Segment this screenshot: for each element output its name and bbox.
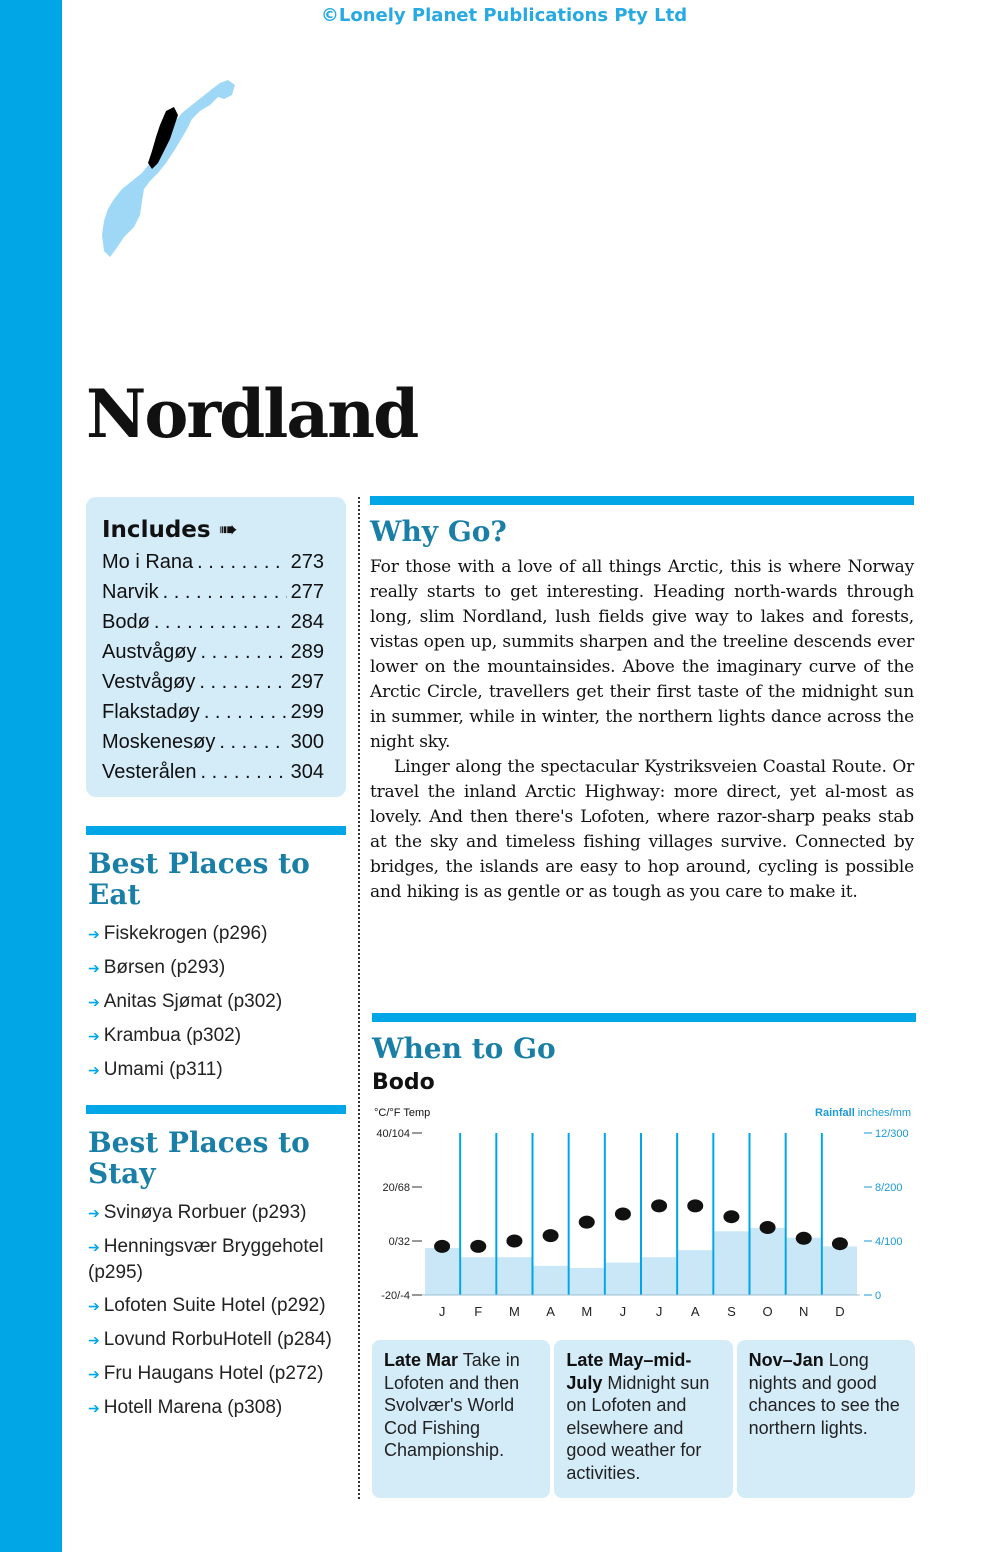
copyright-notice: ©Lonely Planet Publications Pty Ltd	[320, 5, 688, 26]
arrow-right-icon: ➔	[88, 994, 100, 1010]
temperature-dot	[651, 1199, 667, 1212]
leader-dots	[200, 637, 286, 667]
temperature-dot	[470, 1240, 486, 1253]
includes-item-name: Bodø	[102, 611, 150, 633]
includes-item-name: Flakstadøy	[102, 701, 200, 723]
month-label: D	[835, 1304, 845, 1319]
arrow-right-icon: ➔	[88, 1298, 100, 1314]
norway-shape	[102, 80, 235, 257]
eat-heading: Best Places to Eat	[88, 847, 310, 911]
temperature-dot	[760, 1221, 776, 1234]
leader-dots	[199, 667, 286, 697]
includes-item-name: Narvik	[102, 581, 159, 603]
arrow-right-icon: ➔	[88, 1205, 100, 1221]
month-label: M	[508, 1304, 520, 1319]
list-item: ➔ Umami (p311)	[88, 1059, 223, 1080]
leader-dots	[201, 757, 287, 787]
arrow-right-icon: ➔	[88, 1239, 100, 1255]
includes-list	[102, 547, 324, 787]
left-tick-label: 0/32	[388, 1236, 410, 1248]
climate-chart	[366, 1100, 916, 1325]
left-tick-label: 20/68	[382, 1182, 410, 1194]
when-box-text: Take in Lofoten and then Svolvær's World Cod Fishing Championship.	[384, 1350, 520, 1460]
includes-item-page: 289	[290, 641, 324, 663]
includes-item-page: 273	[290, 551, 324, 573]
temperature-dot	[434, 1240, 450, 1253]
right-axis-label: Rainfall inches/mm	[815, 1107, 911, 1119]
list-item: ➔ Anitas Sjømat (p302)	[88, 991, 283, 1012]
includes-item-page: 299	[290, 701, 324, 723]
temperature-dot	[687, 1199, 703, 1212]
includes-item	[102, 637, 324, 667]
month-label: A	[546, 1304, 555, 1319]
column-divider	[358, 497, 360, 1499]
rainfall-bar	[461, 1257, 495, 1295]
when-box-period: Nov–Jan	[748, 1350, 824, 1370]
rainfall-bar	[606, 1263, 640, 1295]
includes-item	[102, 697, 324, 727]
when-boxes	[372, 1340, 915, 1498]
list-item: ➔ Krambua (p302)	[88, 1025, 242, 1046]
list-item: ➔ Henningsvær Bryggehotel (p295)	[88, 1236, 324, 1283]
month-label: J	[619, 1304, 627, 1319]
when-heading: When to Go	[372, 1032, 556, 1065]
stay-list	[88, 1200, 353, 1429]
includes-item	[102, 667, 324, 697]
list-item: ➔ Lofoten Suite Hotel (p292)	[88, 1295, 326, 1316]
list-item: ➔ Hotell Marena (p308)	[88, 1397, 283, 1418]
eat-section-rule	[86, 826, 346, 835]
includes-item-page: 297	[290, 671, 324, 693]
month-label: J	[438, 1304, 446, 1319]
includes-heading: Includes	[102, 517, 211, 543]
when-box-period: Late Mar	[384, 1350, 459, 1370]
arrow-right-icon: ➔	[88, 960, 100, 976]
rainfall-bar	[678, 1250, 712, 1295]
when-box-text: Midnight sun on Lofoten and elsewhere and good weather for activities.	[566, 1372, 710, 1483]
stay-heading: Best Places to Stay	[88, 1126, 310, 1190]
month-label: N	[799, 1304, 809, 1319]
includes-item	[102, 577, 324, 607]
month-label: J	[655, 1304, 663, 1319]
when-box-period: Late May–mid-July	[566, 1350, 692, 1393]
month-label: S	[727, 1304, 736, 1319]
left-tick-label: 40/104	[376, 1128, 410, 1140]
rainfall-bar	[642, 1257, 676, 1295]
list-item: ➔ Fru Haugans Hotel (p272)	[88, 1363, 324, 1384]
when-box-text: Long nights and good chances to see the northern lights.	[748, 1350, 900, 1438]
temperature-dot	[615, 1208, 631, 1221]
when-box	[372, 1340, 550, 1498]
left-axis-label: °C/°F Temp	[374, 1107, 431, 1119]
includes-box	[86, 497, 346, 797]
norway-locator-map	[100, 75, 240, 265]
includes-item-name: Austvågøy	[102, 641, 197, 663]
right-tick-label: 4/100	[875, 1236, 903, 1248]
includes-item-page: 284	[290, 611, 324, 633]
left-color-bar	[0, 0, 62, 1552]
arrow-right-icon: ➔	[88, 1028, 100, 1044]
rainfall-bar	[534, 1266, 568, 1295]
includes-item	[102, 727, 324, 757]
arrow-right-icon: ➔	[88, 1400, 100, 1416]
list-item: ➔ Fiskekrogen (p296)	[88, 923, 268, 944]
why-section-rule	[370, 496, 914, 505]
right-tick-label: 8/200	[875, 1182, 903, 1194]
includes-item-name: Mo i Rana	[102, 551, 194, 573]
list-item: ➔ Svinøya Rorbuer (p293)	[88, 1202, 307, 1223]
includes-item-page: 277	[290, 581, 324, 603]
includes-item-name: Moskenesøy	[102, 731, 216, 753]
rainfall-bar	[497, 1257, 531, 1295]
includes-item	[102, 757, 324, 787]
right-tick-label: 0	[875, 1290, 882, 1302]
temperature-dot	[796, 1232, 812, 1245]
arrow-right-icon: ➔	[88, 1366, 100, 1382]
leader-dots	[197, 547, 286, 577]
why-paragraph-1: For those with a love of all things Arctic, this is where Norway really starts to get interesting. Heading north-wards through long, slim Nordland, lush fields give way to lakes and forests, vistas open up, summits sharpen and the treeline descends ever lower on the mountainsides. Above the imaginary curve of the Arctic Circle, travellers get their first taste of the midnight sun in summer, while in winter, the northern lights dance across the night sky.	[370, 557, 914, 752]
left-tick-label: -20/-4	[381, 1290, 410, 1302]
list-item: ➔ Børsen (p293)	[88, 957, 226, 978]
includes-item-page: 300	[290, 731, 324, 753]
month-label: O	[762, 1304, 773, 1319]
eat-list	[88, 921, 353, 1091]
why-paragraph-2: Linger along the spectacular Kystriksveien Coastal Route. Or travel the inland Arctic Highway: more direct, yet al-most as lovely. And then there's Lofoten, where razor-sharp peaks stab at the sky and timeless fishing villages survive. Connected by bridges, the islands are easy to hop around, cycling is possible and hiking is as gentle or as tough as you care to make it.	[370, 757, 914, 902]
month-label: M	[581, 1304, 593, 1319]
rainfall-bar	[570, 1268, 604, 1295]
stay-section-rule	[86, 1105, 346, 1114]
temperature-dot	[723, 1210, 739, 1223]
rainfall-bar	[714, 1231, 748, 1295]
rainfall-bar	[751, 1228, 785, 1295]
temperature-dot	[832, 1237, 848, 1250]
arrow-right-icon: ➔	[88, 926, 100, 942]
right-tick-label: 12/300	[875, 1128, 909, 1140]
includes-item-name: Vesterålen	[102, 761, 197, 783]
rainfall-bar	[823, 1246, 857, 1295]
temperature-dot	[579, 1216, 595, 1229]
month-label: A	[690, 1304, 700, 1319]
temperature-dot	[543, 1229, 559, 1242]
arrow-right-icon: ➠	[218, 517, 238, 543]
arrow-right-icon: ➔	[88, 1062, 100, 1078]
why-heading: Why Go?	[370, 515, 507, 548]
why-body	[370, 555, 914, 905]
page-title: Nordland	[86, 375, 418, 453]
chart-title: Bodo	[372, 1070, 435, 1095]
arrow-right-icon: ➔	[88, 1332, 100, 1348]
leader-dots	[204, 697, 287, 727]
leader-dots	[154, 607, 287, 637]
leader-dots	[163, 577, 287, 607]
rainfall-bar	[787, 1238, 821, 1295]
includes-item-page: 304	[290, 761, 324, 783]
when-section-rule	[372, 1013, 916, 1022]
when-box	[737, 1340, 915, 1498]
includes-item	[102, 547, 324, 577]
leader-dots	[219, 727, 286, 757]
month-label: F	[474, 1304, 483, 1319]
temperature-dot	[506, 1235, 522, 1248]
list-item: ➔ Lovund RorbuHotell (p284)	[88, 1329, 332, 1350]
includes-item	[102, 607, 324, 637]
rainfall-bar	[425, 1248, 459, 1295]
when-box	[554, 1340, 732, 1498]
includes-item-name: Vestvågøy	[102, 671, 196, 693]
